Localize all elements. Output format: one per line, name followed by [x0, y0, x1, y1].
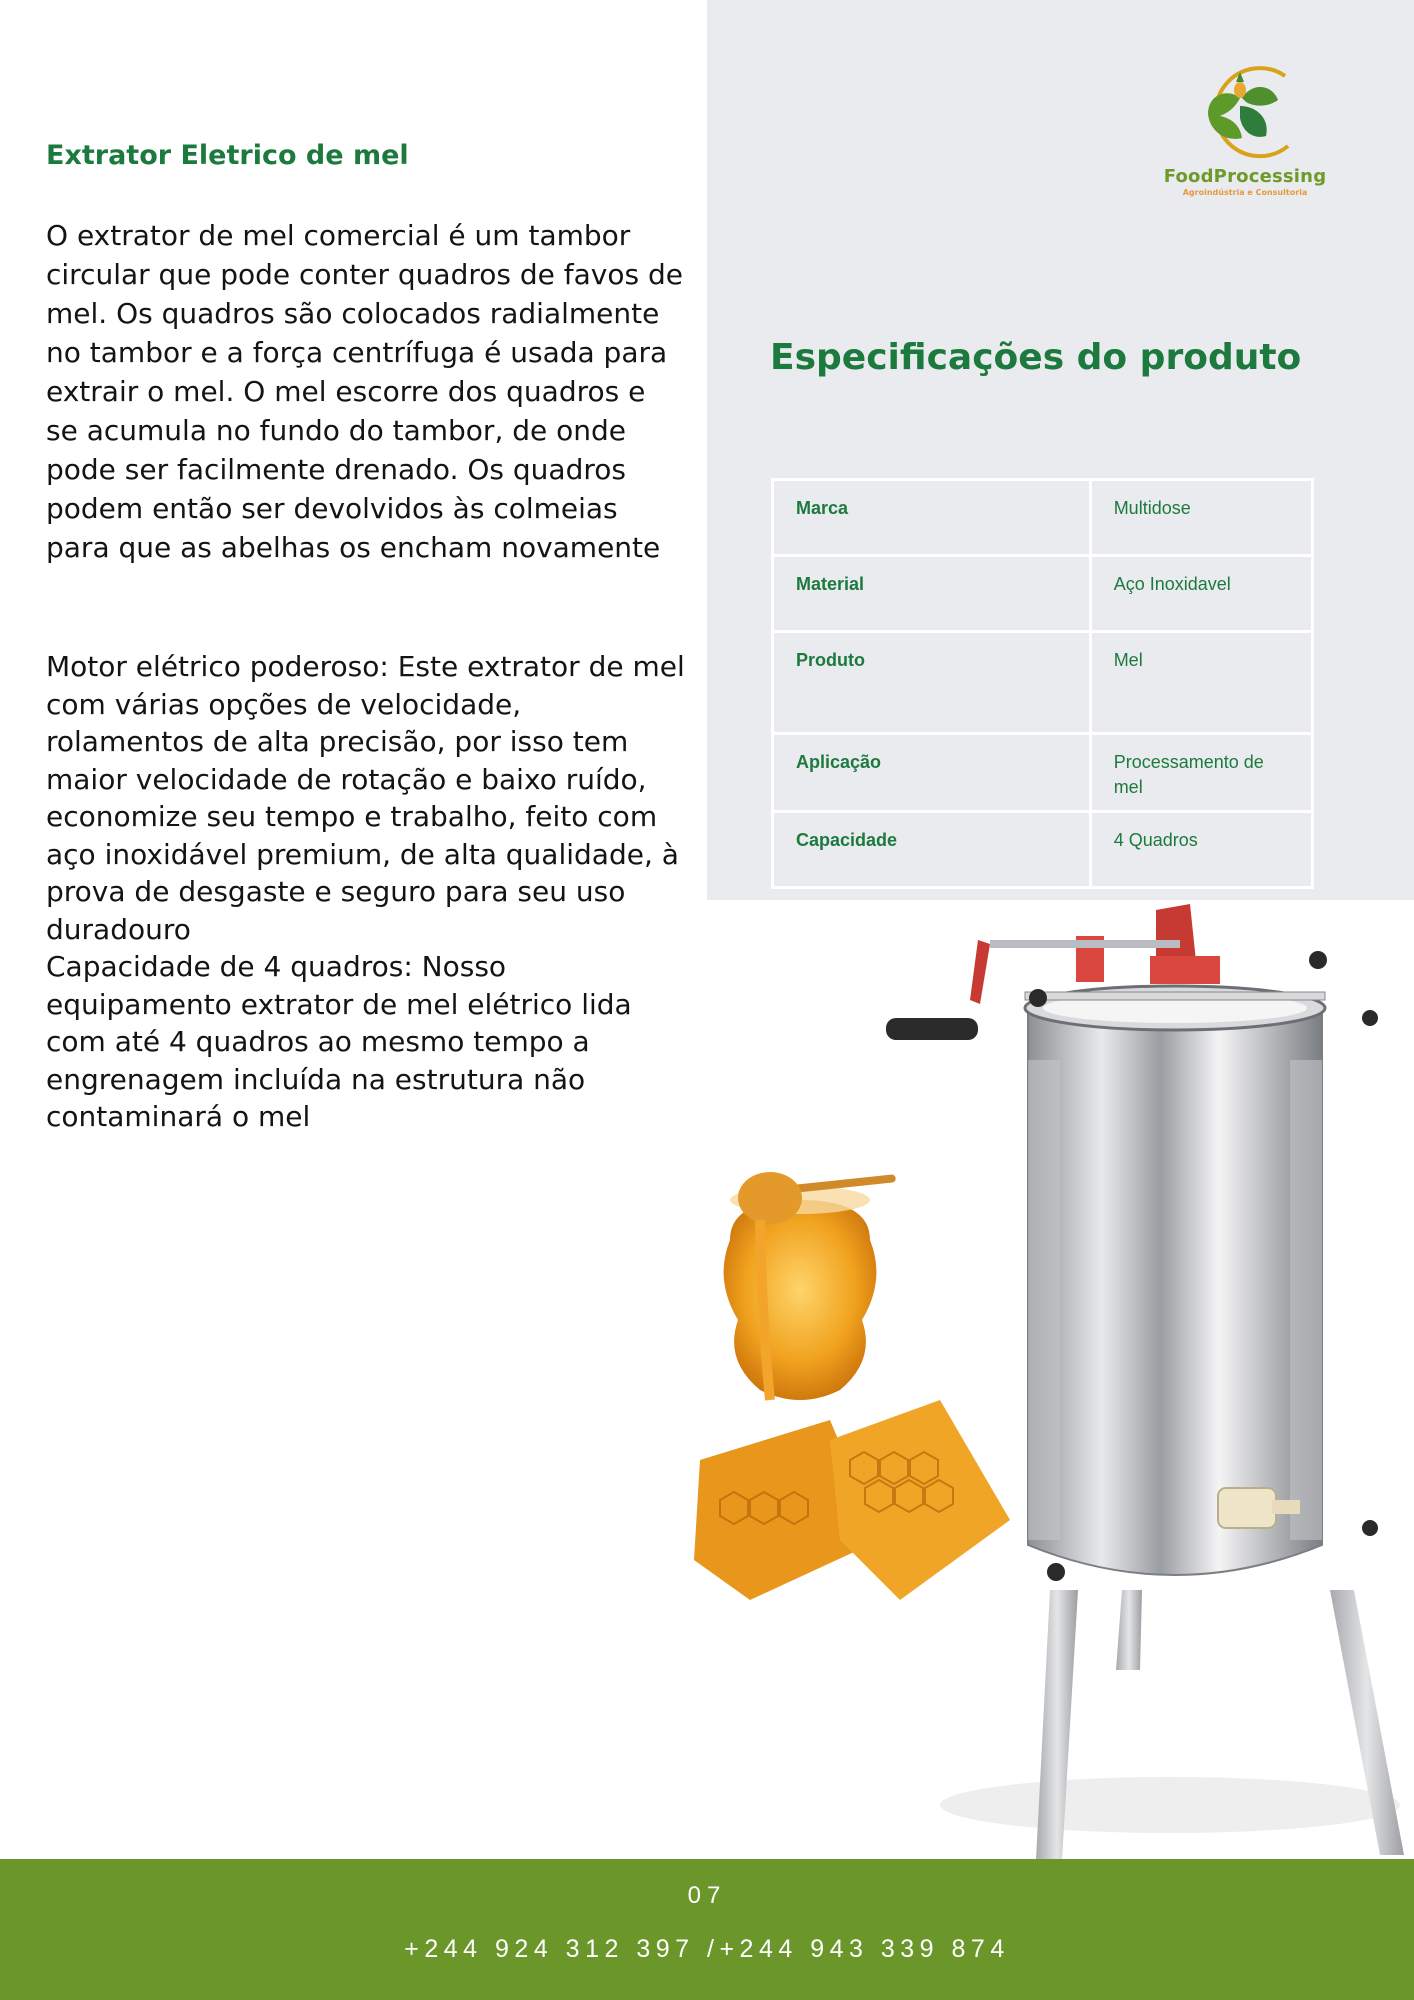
foodprocessing-logo [1150, 62, 1340, 202]
spec-label: Aplicação [773, 734, 1091, 812]
spec-value: Processamento de mel [1090, 734, 1312, 812]
features-block [46, 648, 686, 1136]
spec-value: Mel [1090, 632, 1312, 734]
spec-value: Multidose [1090, 480, 1312, 556]
logo-wordmark: FoodProcessing [1163, 166, 1327, 187]
spec-label: Material [773, 556, 1091, 632]
table-row [773, 812, 1313, 888]
footer-bar [0, 1859, 1414, 2000]
table-row [773, 632, 1313, 734]
description-paragraph: O extrator de mel comercial é um tambor circular que pode conter quadros de favos de mel. Os quadros são colocados radialmente no tambor e a força centrífuga é usada para extrair o mel. O mel escorre dos quadros e se acumula no fundo do tambor, de onde pode ser facilmente drenado. Os quadros podem então ser devolvidos às colmeias para que as abelhas os encham novamente [46, 219, 683, 564]
contact-phones: +244 924 312 397 /+244 943 339 874 [404, 1935, 1010, 1963]
table-row [773, 480, 1313, 556]
spec-value: 4 Quadros [1090, 812, 1312, 888]
page-number: 07 [687, 1882, 727, 1909]
logo-tagline: Agroindústria e Consultoria [1182, 188, 1308, 197]
specifications-table [771, 478, 1314, 889]
spec-label: Capacidade [773, 812, 1091, 888]
logo-emblem-icon [1190, 62, 1300, 162]
product-illustration [690, 900, 1414, 1860]
honey-extractor-image [690, 900, 1414, 1860]
table-row [773, 556, 1313, 632]
page-title: Extrator Eletrico de mel [46, 140, 409, 171]
specifications-title: Especificações do produto [770, 337, 1302, 378]
table-row [773, 734, 1313, 812]
spec-value: Aço Inoxidavel [1090, 556, 1312, 632]
spec-label: Marca [773, 480, 1091, 556]
feature-capacity-paragraph: Capacidade de 4 quadros: Nosso equipamento extrator de mel elétrico lida com até 4 quadros ao mesmo tempo a engrenagem incluída na estrutura não contaminará o mel [46, 950, 632, 1133]
spec-label: Produto [773, 632, 1091, 734]
feature-motor-paragraph: Motor elétrico poderoso: Este extrator de mel com várias opções de velocidade, rolamentos de alta precisão, por isso tem maior velocidade de rotação e baixo ruído, economize seu tempo e trabalho, feito com aço inoxidável premium, de alta qualidade, à prova de desgaste e seguro para seu uso duradouro [46, 650, 685, 946]
